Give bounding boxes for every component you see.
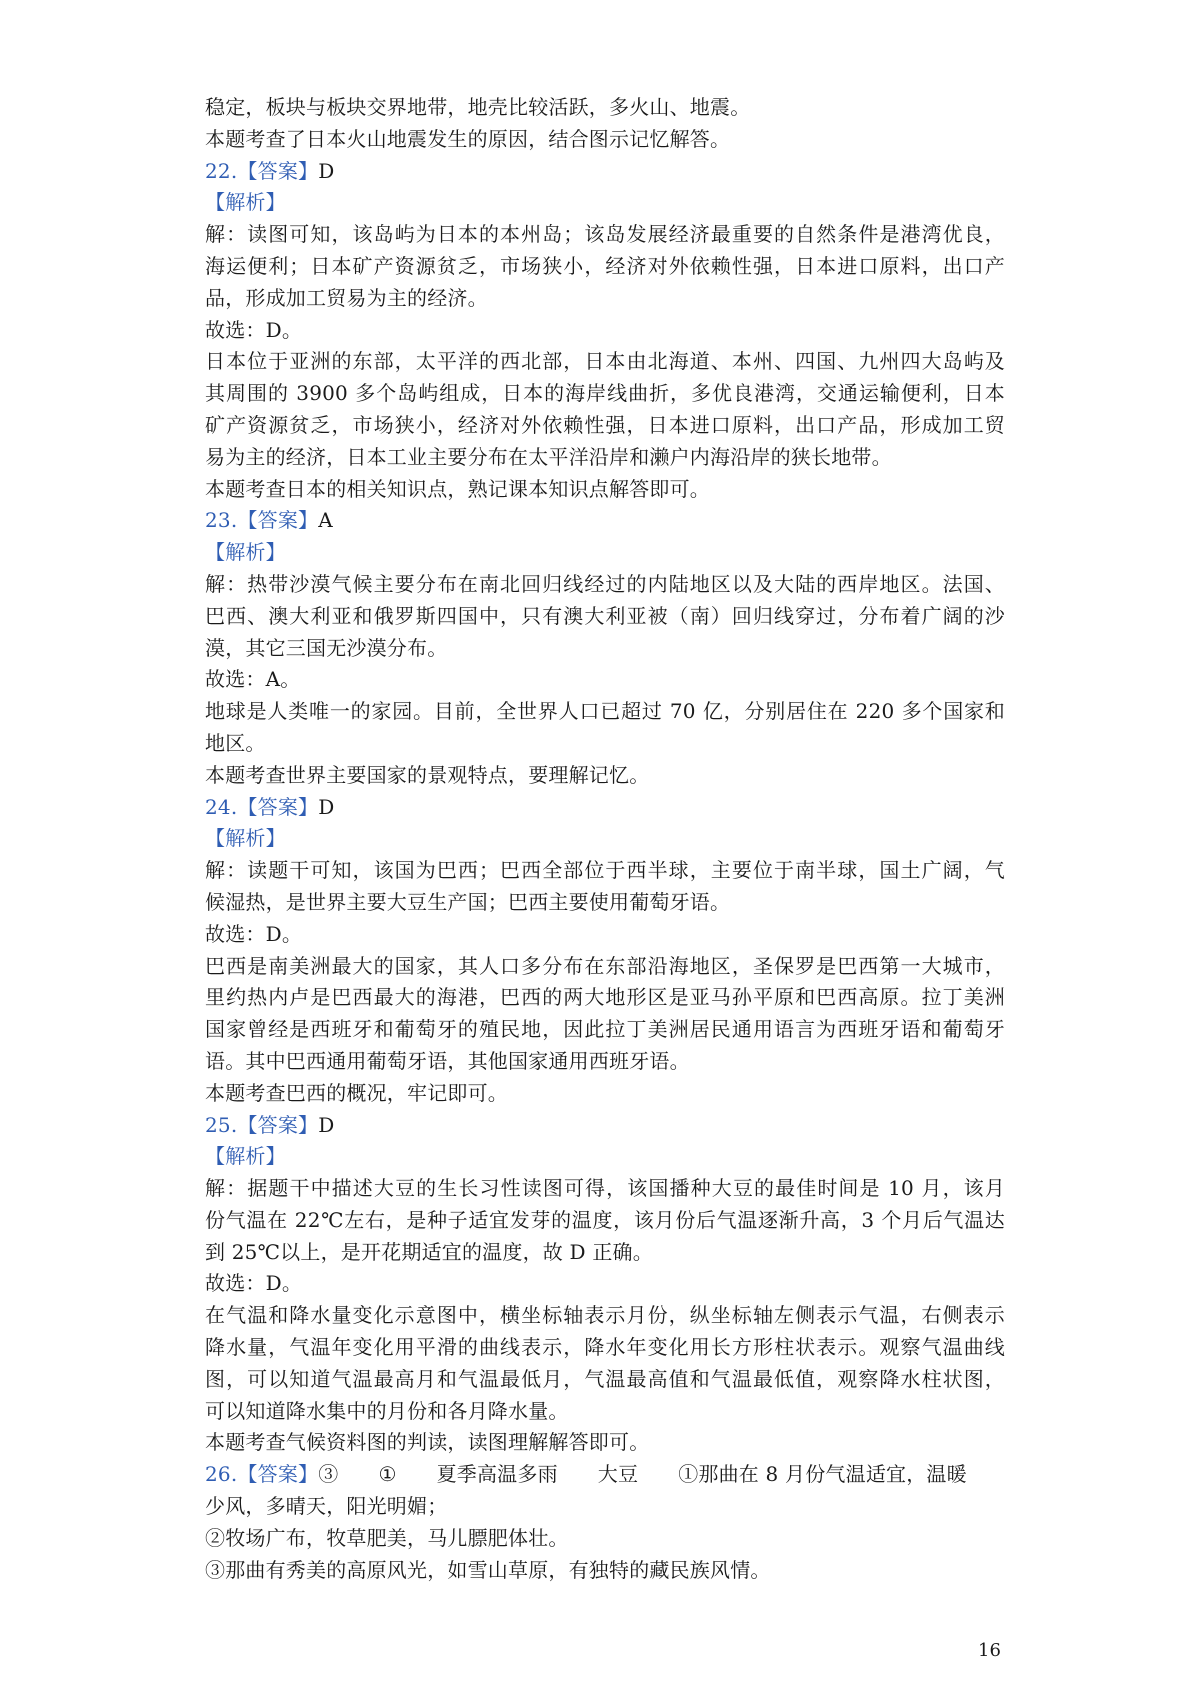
page-content [205,92,1005,1586]
text-line: ②牧场广布，牧草肥美，马儿膘肥体壮。 [205,1525,569,1550]
text-line: 里约热内卢是巴西最大的海港，巴西的两大地形区是亚马孙平原和巴西高原。拉丁美洲 [205,985,1005,1010]
answer-part-2: ① [378,1462,397,1487]
text-line: 国家曾经是西班牙和葡萄牙的殖民地，因此拉丁美洲居民通用语言为西班牙语和葡萄牙 [205,1017,1005,1042]
text-line: 易为主的经济，日本工业主要分布在太平洋沿岸和濑户内海沿岸的狭长地带。 [205,444,892,469]
text-line: 到 25℃以上，是开花期适宜的温度，故 D 正确。 [205,1239,653,1264]
text-line: 其周围的 3900 多个岛屿组成，日本的海岸线曲折，多优良港湾，交通运输便利，日本 [205,381,1005,406]
answer-label: 【答案】 [237,508,319,533]
analysis-label: 【解析】 [205,540,286,565]
question-number: 25. [205,1112,238,1137]
question-number: 22. [205,158,238,183]
text-line: 本题考查了日本火山地震发生的原因，结合图示记忆解答。 [205,126,731,151]
text-line: 解：热带沙漠气候主要分布在南北回归线经过的内陆地区以及大陆的西岸地区。法国、 [205,571,1005,596]
text-line: 故选：D。 [205,1271,303,1296]
text-line: 解：读图可知，该岛屿为日本的本州岛；该岛发展经济最重要的自然条件是港湾优良， [205,222,1005,247]
text-line: 巴西、澳大利亚和俄罗斯四国中，只有澳大利亚被（南）回归线穿过，分布着广阔的沙 [205,603,1005,628]
question-number: 24. [205,794,238,819]
text-line: 地区。 [205,730,266,755]
text-line: 本题考查巴西的概况，牢记即可。 [205,1080,508,1105]
text-line: 降水量，气温年变化用平滑的曲线表示，降水年变化用长方形柱状表示。观察气温曲线 [205,1335,1005,1360]
text-line: 在气温和降水量变化示意图中，横坐标轴表示月份，纵坐标轴左侧表示气温，右侧表示 [205,1303,1005,1328]
text-line: 地球是人类唯一的家园。目前，全世界人口已超过 70 亿，分别居住在 220 多个国家和 [205,699,1005,724]
analysis-label: 【解析】 [205,826,286,851]
question-number: 23. [205,508,238,533]
answer-value: D [318,1112,335,1137]
text-line: 解：读题干可知，该国为巴西；巴西全部位于西半球，主要位于南半球，国土广阔，气 [205,858,1005,883]
text-line: 品，形成加工贸易为主的经济。 [205,285,488,310]
answer-part-4: 大豆 [597,1462,639,1487]
answer-value: A [318,508,333,533]
text-line: 份气温在 22℃左右，是种子适宜发芽的温度，该月份后气温逐渐升高，3 个月后气温达 [205,1207,1005,1232]
text-line: 少风，多晴天，阳光明媚； [205,1494,448,1519]
page-number: 16 [978,1640,1001,1661]
text-line: 矿产资源贫乏，市场狭小，经济对外依赖性强，日本进口原料，出口产品，形成加工贸 [205,412,1005,437]
text-line: 漠，其它三国无沙漠分布。 [205,635,448,660]
answer-line-24 [205,792,1005,824]
text-line: 巴西是南美洲最大的国家，其人口多分布在东部沿海地区，圣保罗是巴西第一大城市， [205,953,1005,978]
answer-label: 【答案】 [237,1462,319,1487]
text-line: 稳定，板块与板块交界地带，地壳比较活跃，多火山、地震。 [205,95,751,119]
text-line: 语。其中巴西通用葡萄牙语，其他国家通用西班牙语。 [205,1048,690,1073]
answer-part-3: 夏季高温多雨 [436,1462,558,1487]
text-line: 可以知道降水集中的月份和各月降水量。 [205,1398,569,1423]
answer-line-22 [205,156,1005,188]
answer-label: 【答案】 [237,1112,319,1137]
answer-line-25 [205,1110,1005,1142]
text-line: 图，可以知道气温最高月和气温最低月，气温最高值和气温最低值，观察降水柱状图， [205,1366,1005,1391]
text-line: 故选：D。 [205,921,303,946]
answer-line-26 [205,1459,1005,1491]
text-line: 解：据题干中描述大豆的生长习性读图可得，该国播种大豆的最佳时间是 10 月，该月 [205,1176,1005,1201]
question-number: 26. [205,1462,238,1487]
analysis-label: 【解析】 [205,1144,286,1169]
text-line: 本题考查气候资料图的判读，读图理解解答即可。 [205,1430,650,1455]
text-line: 候湿热，是世界主要大豆生产国；巴西主要使用葡萄牙语。 [205,889,731,914]
answer-label: 【答案】 [237,158,319,183]
text-line: 本题考查日本的相关知识点，熟记课本知识点解答即可。 [205,476,710,501]
text-line: 日本位于亚洲的东部，太平洋的西北部，日本由北海道、本州、四国、九州四大岛屿及 [205,349,1005,374]
text-line: 故选：A。 [205,667,301,692]
text-line: 海运便利；日本矿产资源贫乏，市场狭小，经济对外依赖性强，日本进口原料，出口产 [205,253,1005,278]
analysis-label: 【解析】 [205,190,286,215]
answer-line-23 [205,505,1005,537]
answer-value: D [318,158,335,183]
text-line: 故选：D。 [205,317,303,342]
answer-value: D [318,794,335,819]
text-line: 本题考查世界主要国家的景观特点，要理解记忆。 [205,762,650,787]
answer-part-1: ③ [318,1462,339,1487]
answer-part-5: ①那曲在 8 月份气温适宜，温暖 [678,1462,967,1487]
answer-label: 【答案】 [237,794,319,819]
text-line: ③那曲有秀美的高原风光，如雪山草原，有独特的藏民族风情。 [205,1557,771,1582]
